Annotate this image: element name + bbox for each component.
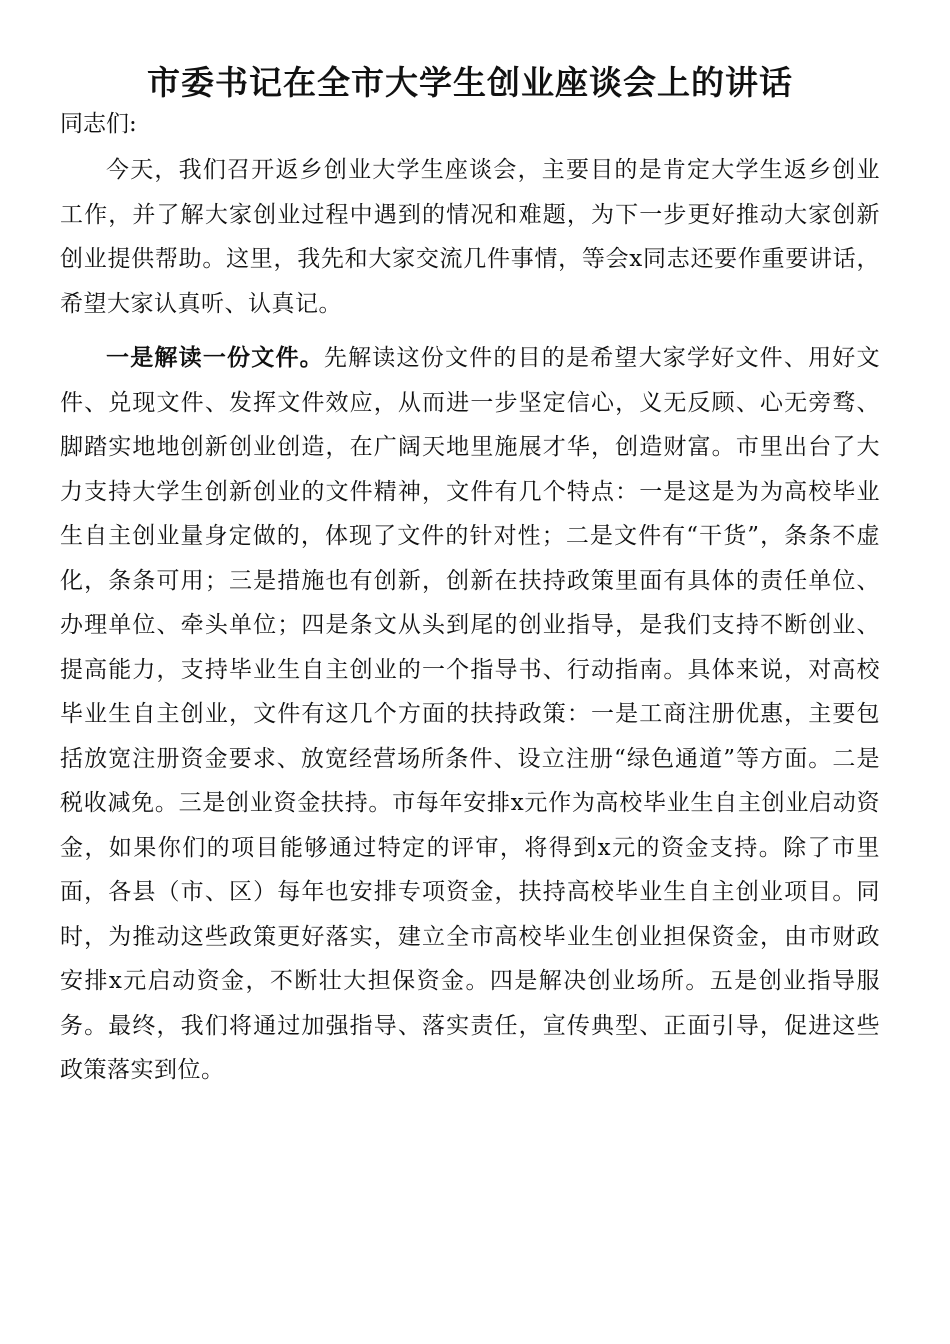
salutation: 同志们:	[60, 111, 137, 137]
paragraph-body: 先解读这份文件的目的是希望大家学好文件、用好文件、兑现文件、发挥文件效应，从而进一步坚定信心，义无反顾、心无旁骛、脚踏实地地创新创业创造，在广阔天地里施展才华，创造财富。市里出台了大力支持大学生创新创业的文件精神，文件有几个特点：一是这是为为高校毕业生自主创业量身定做的，体现了文件的针对性；二是文件有“干货”，条条不虚化，条条可用；三是措施也有创新，创新在扶持政策里面有具体的责任单位、办理单位、牵头单位；四是条文从头到尾的创业指导，是我们支持不断创业、提高能力，支持毕业生自主创业的一个指导书、行动指南。具体来说，对高校毕业生自主创业，文件有这几个方面的扶持政策：一是工商注册优惠，主要包括放宽注册资金要求、放宽经营场所条件、设立注册“绿色通道”等方面。二是税收减免。三是创业资金扶持。市每年安排x元作为高校毕业生自主创业启动资金，如果你们的项目能够通过特定的评审，将得到x元的资金支持。除了市里面，各县（市、区）每年也安排专项资金，扶持高校毕业生自主创业项目。同时，为推动这些政策更好落实，建立全市高校毕业生创业担保资金，由市财政安排x元启动资金，不断壮大担保资金。四是解决创业场所。五是创业指导服务。最终，我们将通过加强指导、落实责任，宣传典型、正面引导，促进这些政策落实到位。	[60, 345, 881, 1083]
paragraph-body: 今天，我们召开返乡创业大学生座谈会，主要目的是肯定大学生返乡创业工作，并了解大家创业过程中遇到的情况和难题，为下一步更好推动大家创新创业提供帮助。这里，我先和大家交流几件事情，等会x同志还要作重要讲话，希望大家认真听、认真记。	[60, 157, 880, 317]
document-title: 市委书记在全市大学生创业座谈会上的讲话	[147, 63, 793, 102]
document-page	[60, 58, 880, 1093]
paragraph-point-one	[60, 336, 880, 1093]
paragraph-opening	[60, 148, 880, 326]
paragraph-lead: 一是解读一份文件。	[106, 344, 324, 371]
